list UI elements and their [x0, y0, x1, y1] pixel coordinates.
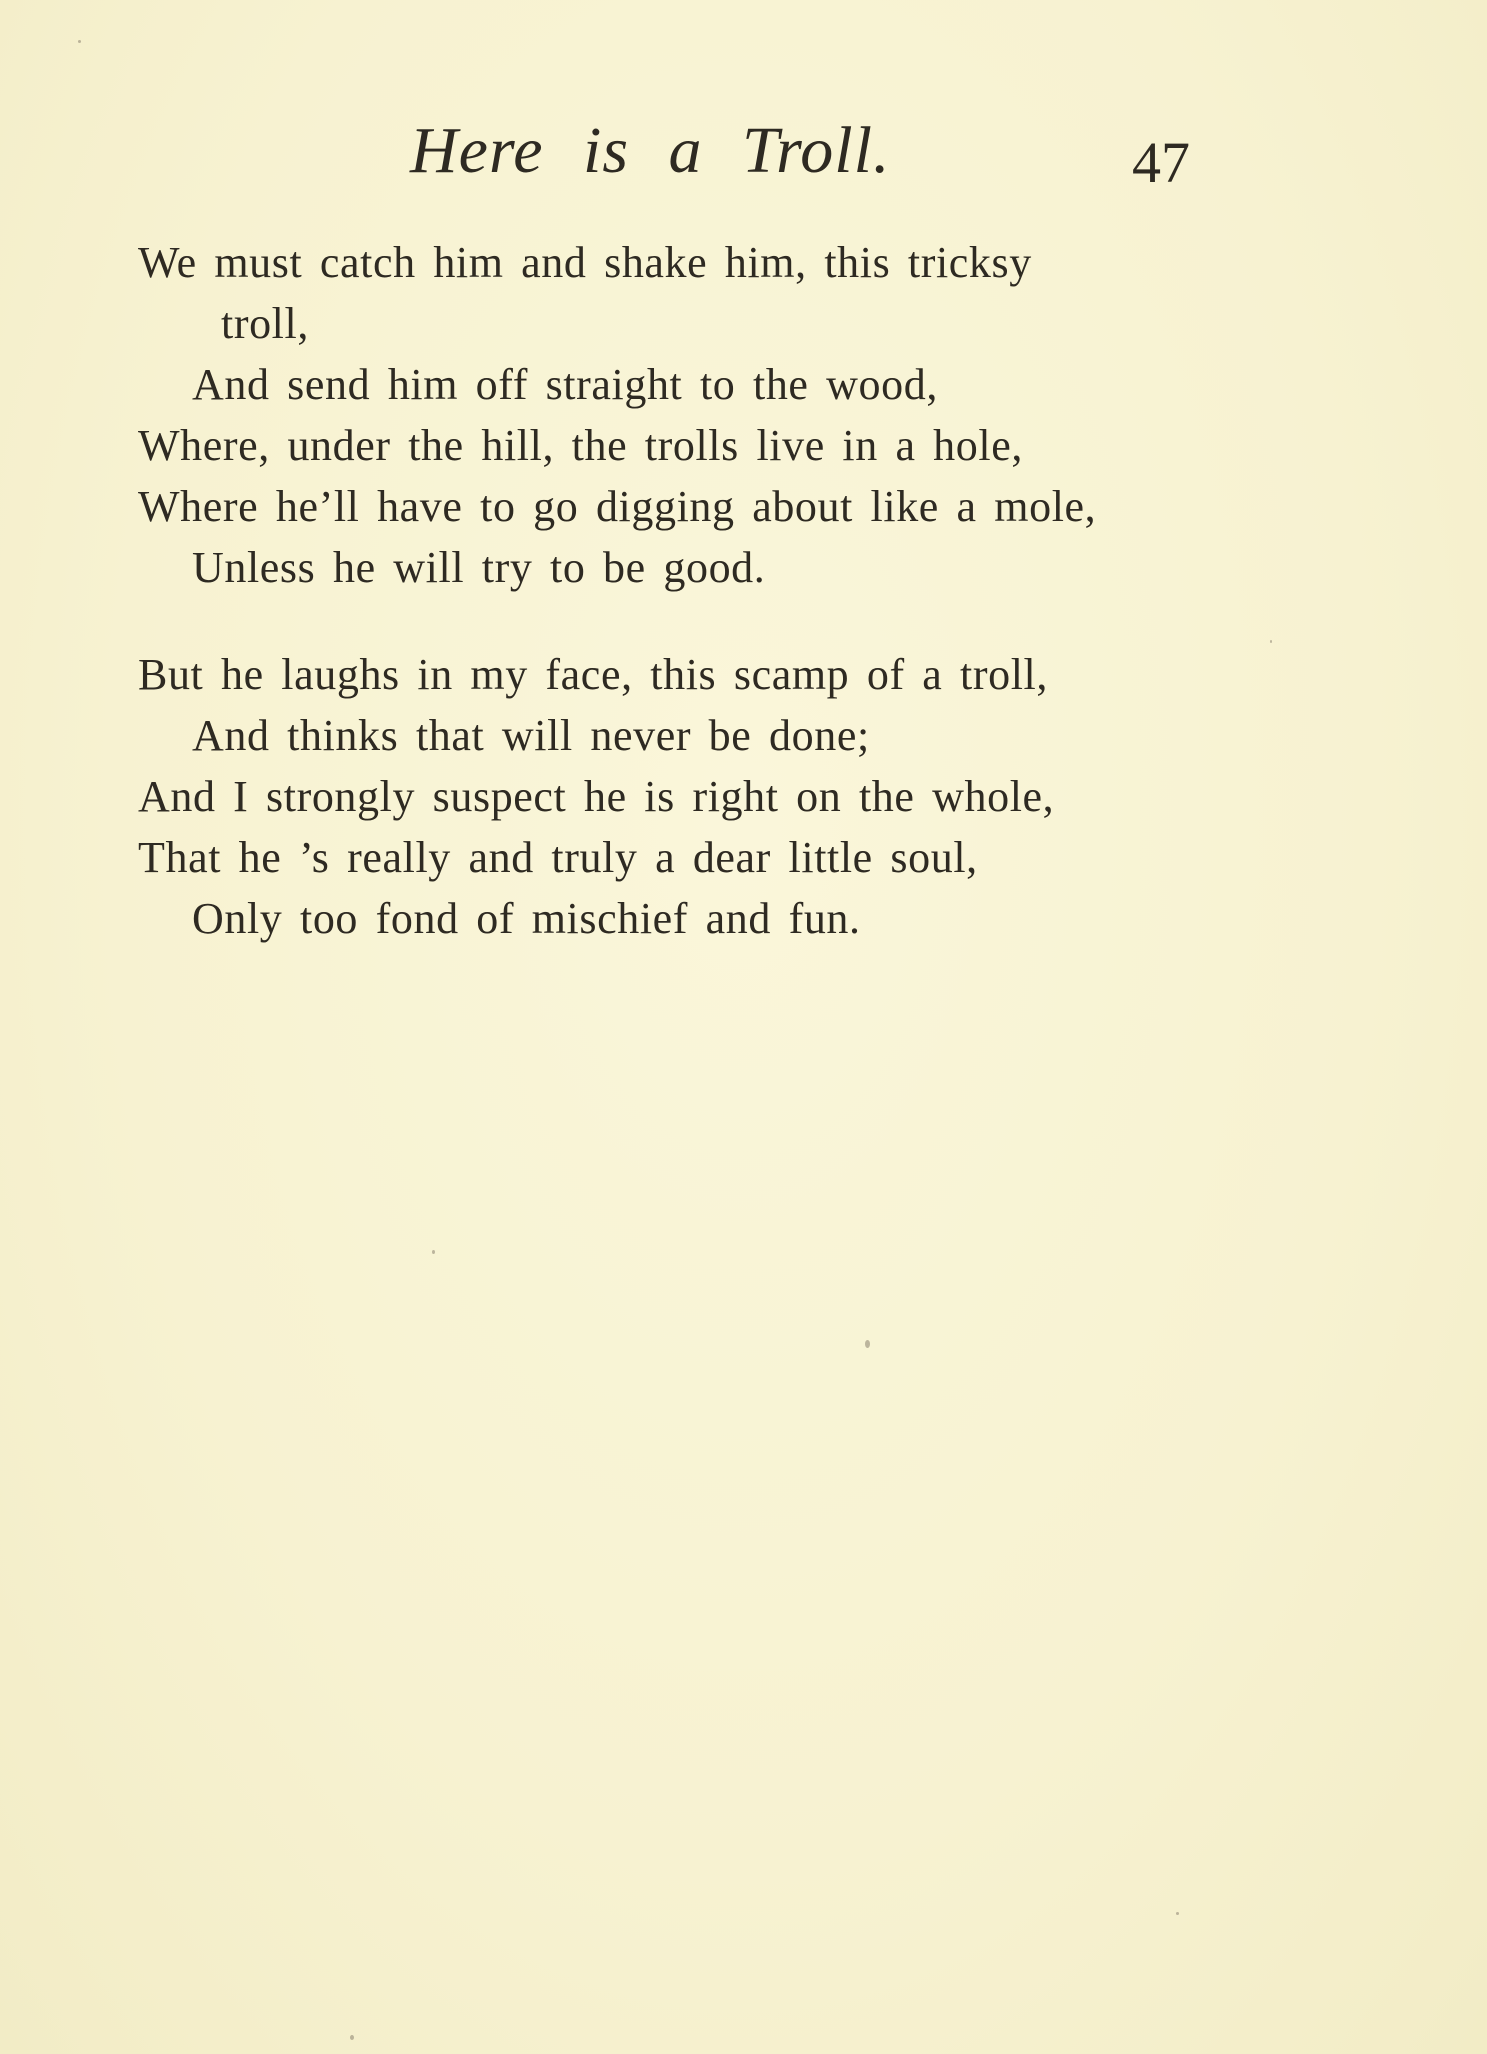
stanza-1 [0, 232, 1487, 598]
poem-line: And send him off straight to the wood, [192, 360, 938, 409]
page-number: 47 [1132, 130, 1190, 195]
paper-speck [350, 2035, 354, 2040]
poem-line: Where, under the hill, the trolls live in a hole, [138, 421, 1023, 470]
running-title: Here is a Troll. [410, 114, 891, 187]
poem-line: troll, [221, 299, 309, 348]
paper-speck [432, 1250, 435, 1254]
poem [0, 232, 1487, 995]
paper-speck [1176, 1912, 1179, 1915]
poem-line: Where he’ll have to go digging about like a mole, [138, 482, 1097, 531]
paper-speck [78, 40, 81, 43]
poem-line: And I strongly suspect he is right on the whole, [138, 772, 1055, 821]
poem-line: Only too fond of mischief and fun. [192, 894, 861, 943]
poem-line: But he laughs in my face, this scamp of a troll, [138, 650, 1048, 699]
paper-speck [865, 1340, 870, 1348]
poem-line: That he ’s really and truly a dear little soul, [138, 833, 978, 882]
paper-speck [1270, 640, 1272, 643]
stanza-2 [0, 644, 1487, 949]
poem-line: Unless he will try to be good. [192, 543, 766, 592]
poem-line: We must catch him and shake him, this tricksy [138, 238, 1032, 287]
poem-line: And thinks that will never be done; [192, 711, 870, 760]
